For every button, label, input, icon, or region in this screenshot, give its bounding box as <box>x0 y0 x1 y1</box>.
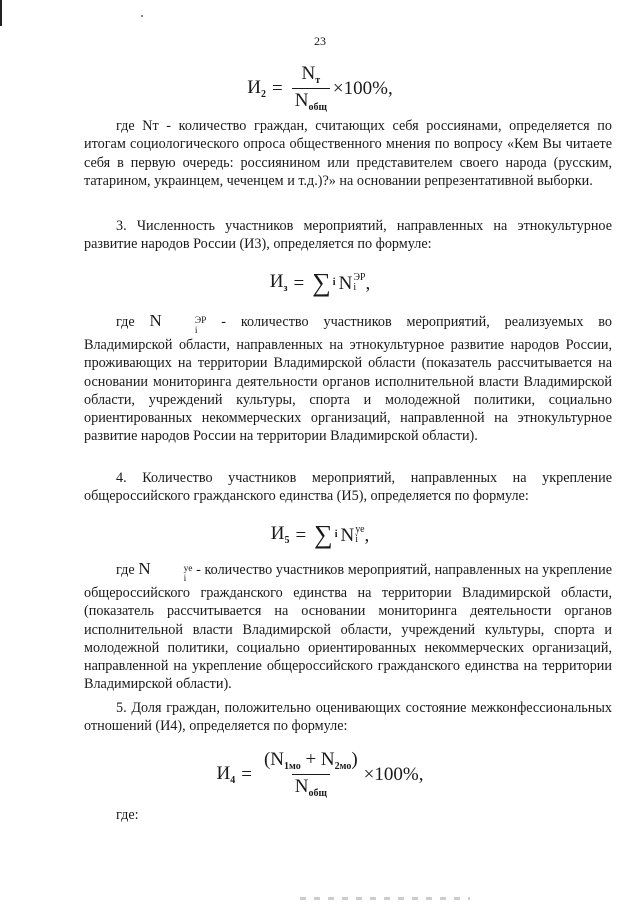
scan-speck <box>141 15 143 17</box>
formula-lhs: $И_5$ <box>270 523 290 546</box>
sum-symbol: ∑ <box>312 268 331 297</box>
formula-i4 <box>0 750 640 799</box>
sum-index: i <box>334 529 338 540</box>
formula-i5 <box>0 522 640 548</box>
equals-sign: = <box>293 272 305 294</box>
definition-lead: где <box>116 562 135 578</box>
scan-edge-mark <box>0 0 2 26</box>
paragraph-nt-definition: где Nт - количество граждан, считающих себя россиянами, определяется по итогам социологического опроса общественного мнения по вопросу «Кем Вы читаете себя в первую очередь: россиянином или представителем своего народа (русским, татарином, украинцем, чеченцем и т.д.)?» на основании репрезентативной выборки. <box>84 118 612 189</box>
formula-i3 <box>0 270 640 296</box>
definition-variable: N уе i <box>138 559 193 584</box>
paragraph-where: где: <box>116 807 139 823</box>
fraction-numerator: $N_т$ <box>301 63 321 86</box>
definition-text: - количество участников мероприятий, реализуемых во Владимирской области, направленных на этнокультурное развитие народов России, проживающих на территории Владимирской области (показатель рассчитывается на основании мониторинга деятельности органов исполнительной власти Владимирской области, учреждений культуры, спорта и молодежной политики, социально ориентированных некоммерческих организаций, направленной на этнокультурное развитие народов России на территории Владимирской области). <box>84 314 613 445</box>
page-number: 23 <box>314 34 326 48</box>
variable-indices: уе i <box>355 523 365 545</box>
scan-bottom-specks <box>300 897 470 900</box>
formula-comma: , <box>365 272 371 294</box>
variable-indices: ЭР i <box>353 271 366 293</box>
fraction-denominator: $N_{общ}$ <box>292 88 330 113</box>
formula-i2 <box>0 64 640 113</box>
formula-multiplier: ×100%, <box>363 764 424 785</box>
paragraph-item-3: 3. Численность участников мероприятий, направленных на этнокультурное развитие народов России (И3), определяется по формуле: <box>84 218 612 253</box>
sum-index: i <box>332 277 336 288</box>
equals-sign: = <box>272 78 283 99</box>
formula-lhs: $И_2$ <box>247 76 267 100</box>
definition-text: - количество участников мероприятий, направленных на укрепление общероссийского гражданского единства на территории Владимирской области, (показатель рассчитывается на основании мониторинга деятельности органов исполнительной власти Владимирской области, учреждений культуры, спорта и молодежной политики, социально ориентированных некоммерческих организаций, направленной на укрепление общероссийского гражданского единства на территории Владимирской области). <box>84 562 613 693</box>
paragraph-item-4: 4. Количество участников мероприятий, направленных на укрепление общероссийского гражданского единства (И5), определяется по формуле: <box>84 470 612 505</box>
formula-multiplier: ×100%, <box>332 78 393 99</box>
definition-variable: N ЭР i <box>149 311 207 336</box>
fraction <box>292 64 330 113</box>
equals-sign: = <box>241 764 252 785</box>
formula-lhs: $И_4$ <box>216 762 236 786</box>
fraction-numerator: $(N_{1мо} + N_{2мо})$ <box>263 749 358 772</box>
formula-variable: N <box>338 272 353 294</box>
formula-comma: , <box>364 524 370 546</box>
formula-variable: N <box>340 524 355 546</box>
paragraph-nue-definition <box>84 560 612 694</box>
paragraph-item-5: 5. Доля граждан, положительно оценивающих состояние межконфессиональных отношений (И4), определяется по формуле: <box>84 700 612 735</box>
paragraph-ner-definition <box>84 312 612 446</box>
sum-symbol: ∑ <box>314 520 333 549</box>
fraction-denominator: $N_{общ}$ <box>292 774 330 799</box>
definition-lead: где <box>116 314 135 330</box>
formula-lhs: $И_з$ <box>269 271 288 294</box>
equals-sign: = <box>295 524 307 546</box>
fraction <box>261 750 361 799</box>
